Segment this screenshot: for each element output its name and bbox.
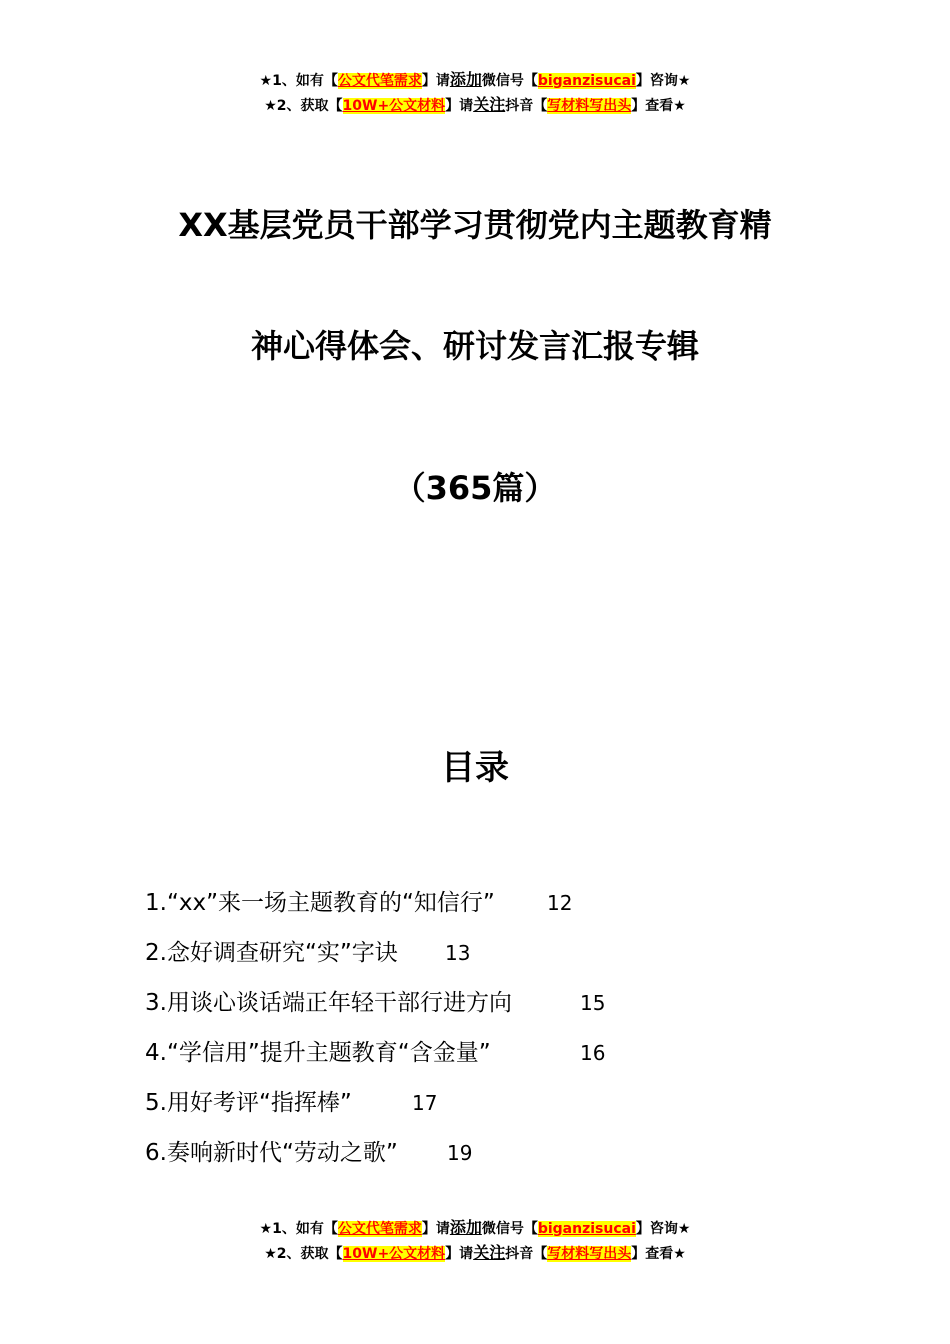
banner-text: 】咨询★ <box>635 73 691 89</box>
banner-highlight: biganzisucai <box>537 73 636 89</box>
banner-emphasis: 关注 <box>473 1243 506 1262</box>
banner-highlight: 10W+公文材料 <box>342 98 446 114</box>
toc-item-page: 15 <box>580 991 606 1015</box>
banner-emphasis: 添加 <box>449 1218 482 1237</box>
banner-highlight: 10W+公文材料 <box>342 1246 446 1262</box>
banner-line-2 <box>0 93 950 118</box>
toc-item-title: 5.用好考评“指挥棒” <box>145 1090 352 1116</box>
banner-text: 微信号【 <box>481 73 538 89</box>
banner-text: 】请 <box>445 98 474 114</box>
toc-item-title: 4.“学信用”提升主题教育“含金量” <box>145 1040 491 1066</box>
toc-item-page: 13 <box>445 941 471 965</box>
banner-text: 】查看★ <box>631 1246 686 1262</box>
banner-text: 】请 <box>421 73 450 89</box>
banner-text: 】咨询★ <box>635 1221 691 1237</box>
toc-item-page: 17 <box>412 1091 438 1115</box>
banner-highlight: 公文代笔需求 <box>337 73 422 89</box>
toc-heading: 目录 <box>441 748 509 788</box>
toc-item-page: 12 <box>547 891 573 915</box>
banner-text: 抖音【 <box>505 1246 548 1262</box>
toc-item[interactable] <box>145 880 845 930</box>
toc-item[interactable] <box>145 930 845 980</box>
toc-item[interactable] <box>145 1030 845 1080</box>
banner-text: 】请 <box>421 1221 450 1237</box>
banner-line-1 <box>0 1216 950 1241</box>
toc-item-title: 2.念好调查研究“实”字诀 <box>145 940 398 966</box>
banner-text: 微信号【 <box>481 1221 538 1237</box>
banner-line-2 <box>0 1241 950 1266</box>
banner-text: ★1、如有【 <box>259 1221 338 1237</box>
toc-item-title: 1.“xx”来一场主题教育的“知信行” <box>145 890 495 916</box>
document-title-line-1: XX基层党员干部学习贯彻党内主题教育精 <box>178 206 772 244</box>
toc-item-page: 16 <box>580 1041 606 1065</box>
toc-item[interactable] <box>145 980 845 1030</box>
banner-text: ★1、如有【 <box>259 73 338 89</box>
banner-line-1 <box>0 68 950 93</box>
toc-item-page: 19 <box>447 1141 473 1165</box>
toc-item[interactable] <box>145 1130 845 1180</box>
banner-highlight: 公文代笔需求 <box>337 1221 422 1237</box>
toc-item-title: 3.用谈心谈话端正年轻干部行进方向 <box>145 990 512 1016</box>
toc-item-title: 6.奏响新时代“劳动之歌” <box>145 1140 398 1166</box>
banner-text: 】查看★ <box>631 98 686 114</box>
banner-highlight: 写材料写出头 <box>547 98 632 114</box>
banner-highlight: biganzisucai <box>537 1221 636 1237</box>
banner-emphasis: 关注 <box>473 95 506 114</box>
banner-text: ★2、获取【 <box>264 1246 343 1262</box>
document-title-count: （365篇） <box>393 469 557 507</box>
document-title-line-2: 神心得体会、研讨发言汇报专辑 <box>250 327 699 365</box>
header-banner <box>0 68 950 118</box>
banner-text: 抖音【 <box>505 98 548 114</box>
banner-text: ★2、获取【 <box>264 98 343 114</box>
banner-highlight: 写材料写出头 <box>547 1246 632 1262</box>
banner-emphasis: 添加 <box>449 70 482 89</box>
footer-banner <box>0 1216 950 1266</box>
table-of-contents <box>145 880 845 1180</box>
banner-text: 】请 <box>445 1246 474 1262</box>
toc-item[interactable] <box>145 1080 845 1130</box>
